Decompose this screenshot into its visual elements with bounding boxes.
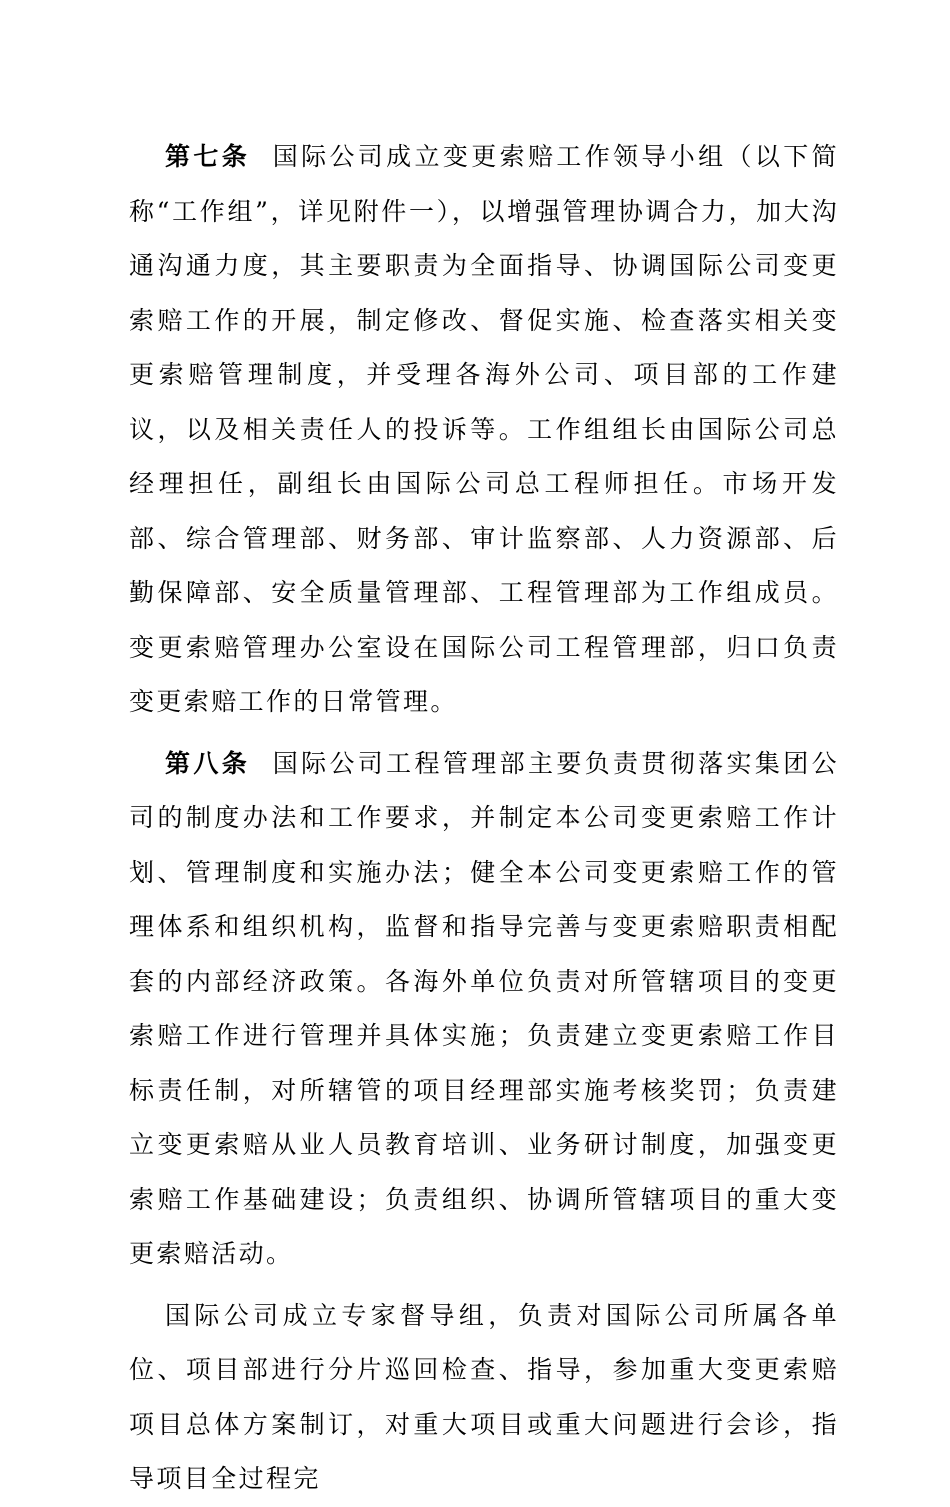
article-7-number: 第七条 xyxy=(165,142,251,171)
article-8-number: 第八条 xyxy=(165,748,251,778)
article-7-text: 国际公司成立变更索赔工作领导小组（以下简称“工作组”，详见附件一），以增强管理协调合力，加大沟通沟通力度，其主要职责为全面指导、协调国际公司变更索赔工作的开展，制定修改、督促实施、检查落实相关变更索赔管理制度，并受理各海外公司、项目部的工作建议，以及相关责任人的投诉等。工作组组长由国际公司总经理担任，副组长由国际公司总工程师担任。市场开发部、综合管理部、财务部、审计监察部、人力资源部、后勤保障部、安全质量管理部、工程管理部为工作组成员。变更索赔管理办公室设在国际公司工程管理部，归口负责变更索赔工作的日常管理。 xyxy=(129,142,839,716)
article-7-paragraph xyxy=(129,130,839,730)
expert-group-text: 国际公司成立专家督导组，负责对国际公司所属各单位、项目部进行分片巡回检查、指导，参加重大变更索赔项目总体方案制订，对重大项目或重大问题进行会诊，指导项目全过程完 xyxy=(129,1300,839,1493)
document-body xyxy=(129,130,839,1507)
article-8-text: 国际公司工程管理部主要负责贯彻落实集团公司的制度办法和工作要求，并制定本公司变更索赔工作计划、管理制度和实施办法；健全本公司变更索赔工作的管理体系和组织机构，监督和指导完善与变更索赔职责相配套的内部经济政策。各海外单位负责对所管辖项目的变更索赔工作进行管理并具体实施；负责建立变更索赔工作目标责任制，对所辖管的项目经理部实施考核奖罚；负责建立变更索赔从业人员教育培训、业务研讨制度，加强变更索赔工作基础建设；负责组织、协调所管辖项目的重大变更索赔活动。 xyxy=(129,748,839,1268)
expert-group-paragraph xyxy=(129,1289,839,1507)
article-8-paragraph xyxy=(129,737,839,1282)
